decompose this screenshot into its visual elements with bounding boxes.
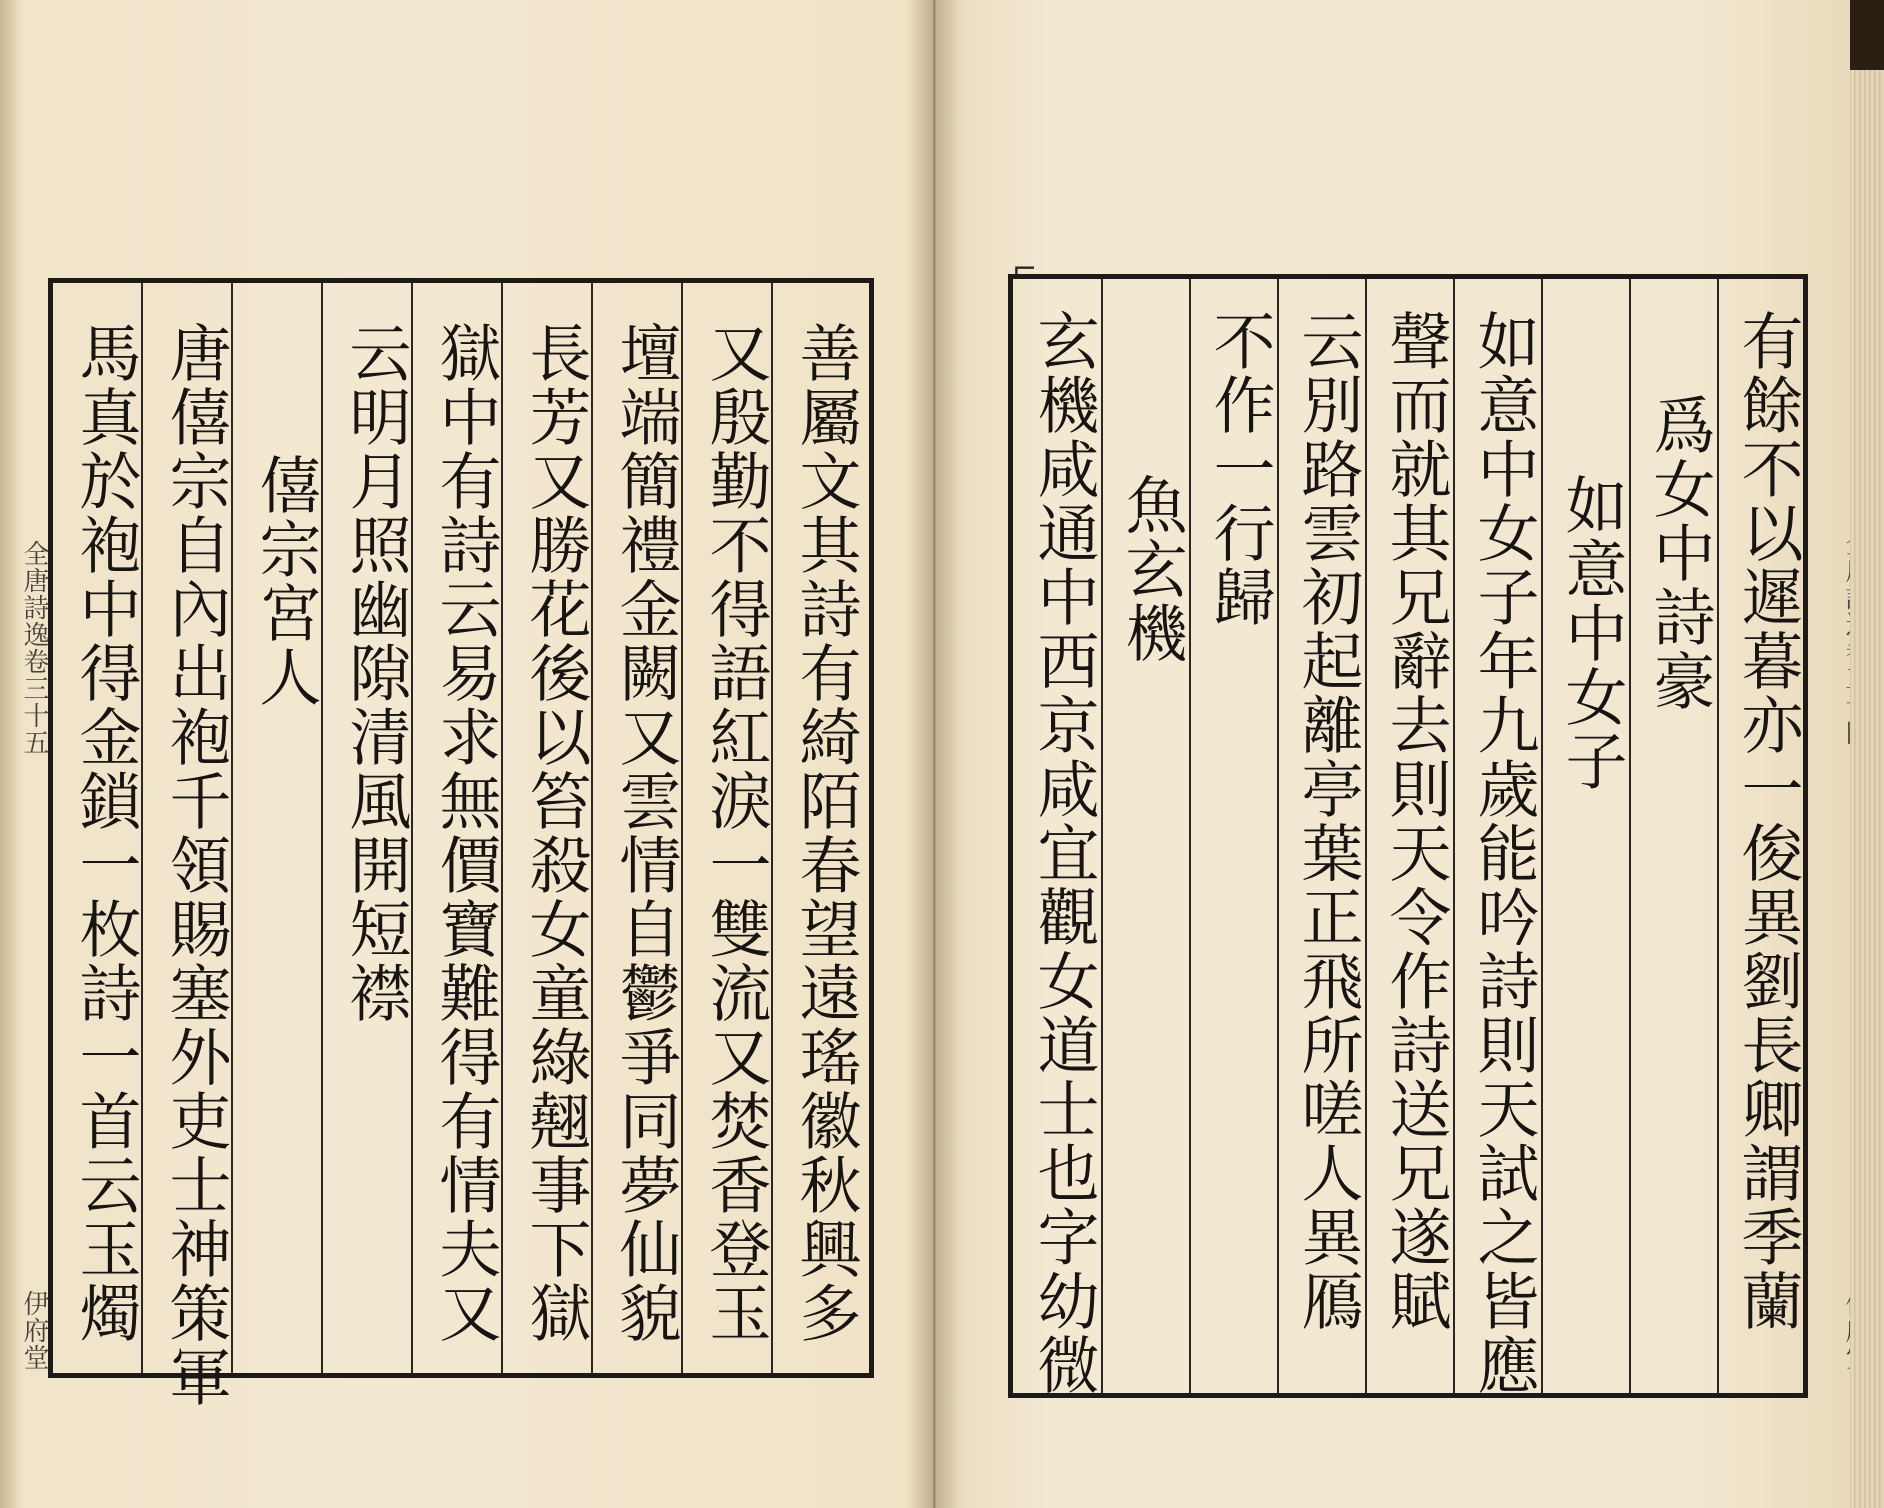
text-column-5: 獄中有詩云易求無價寶難得有情夫又 bbox=[429, 321, 502, 1345]
background-corner bbox=[1850, 0, 1884, 70]
left-banxin-title: 全唐詩逸卷三十五 bbox=[19, 540, 49, 756]
text-column-6: 云別路雲初起離亭葉正飛所嗟人異鴈 bbox=[1291, 309, 1364, 1333]
text-column-2: 爲女中詩豪 bbox=[1643, 393, 1716, 713]
text-column-9: 玄機咸通中西京咸宜觀女道士也字幼微 bbox=[1027, 309, 1100, 1397]
text-column-heading: 僖宗宮人 bbox=[249, 453, 322, 709]
text-column-9: 馬真於袍中得金鎖一枚詩一首云玉燭 bbox=[69, 321, 142, 1345]
left-banxin-publisher: 伊府堂 bbox=[19, 1290, 49, 1371]
text-column-4: 長芳又勝花後以笞殺女童綠翹事下獄 bbox=[519, 321, 592, 1345]
left-page bbox=[0, 0, 934, 1508]
text-column-8: 唐僖宗自內出袍千領賜塞外吏士神策軍 bbox=[159, 321, 232, 1409]
right-text-frame bbox=[1008, 274, 1808, 1398]
column-rule bbox=[321, 283, 323, 1373]
text-column-1: 善屬文其詩有綺陌春望遠瑤徽秋興多 bbox=[789, 321, 862, 1345]
book-gutter bbox=[906, 0, 962, 1508]
left-text-frame bbox=[48, 278, 874, 1409]
column-rule bbox=[1629, 279, 1631, 1393]
text-column-1: 有餘不以遲暮亦一俊異劉長卿謂季蘭 bbox=[1731, 309, 1804, 1333]
right-page-edge bbox=[1850, 0, 1884, 1508]
text-column-3: 壇端簡禮金闕又雲情自鬱爭同夢仙貌 bbox=[609, 321, 682, 1345]
text-column-6: 云明月照幽隙清風開短襟 bbox=[339, 321, 412, 1025]
text-column-heading: 魚玄機 bbox=[1115, 473, 1188, 665]
right-page bbox=[934, 0, 1884, 1508]
text-column-5: 聲而就其兄辭去則天令作詩送兄遂賦 bbox=[1379, 309, 1452, 1333]
text-column-2: 又殷勤不得語紅淚一雙流又焚香登玉 bbox=[699, 321, 772, 1345]
text-column-7: 不作一行歸 bbox=[1203, 309, 1276, 629]
column-rule bbox=[1189, 279, 1191, 1393]
text-column-4: 如意中女子年九歲能吟詩則天試之皆應 bbox=[1467, 309, 1540, 1397]
text-column-heading: 如意中女子 bbox=[1555, 473, 1628, 793]
corner-mark: ⌐ bbox=[1012, 252, 1038, 287]
